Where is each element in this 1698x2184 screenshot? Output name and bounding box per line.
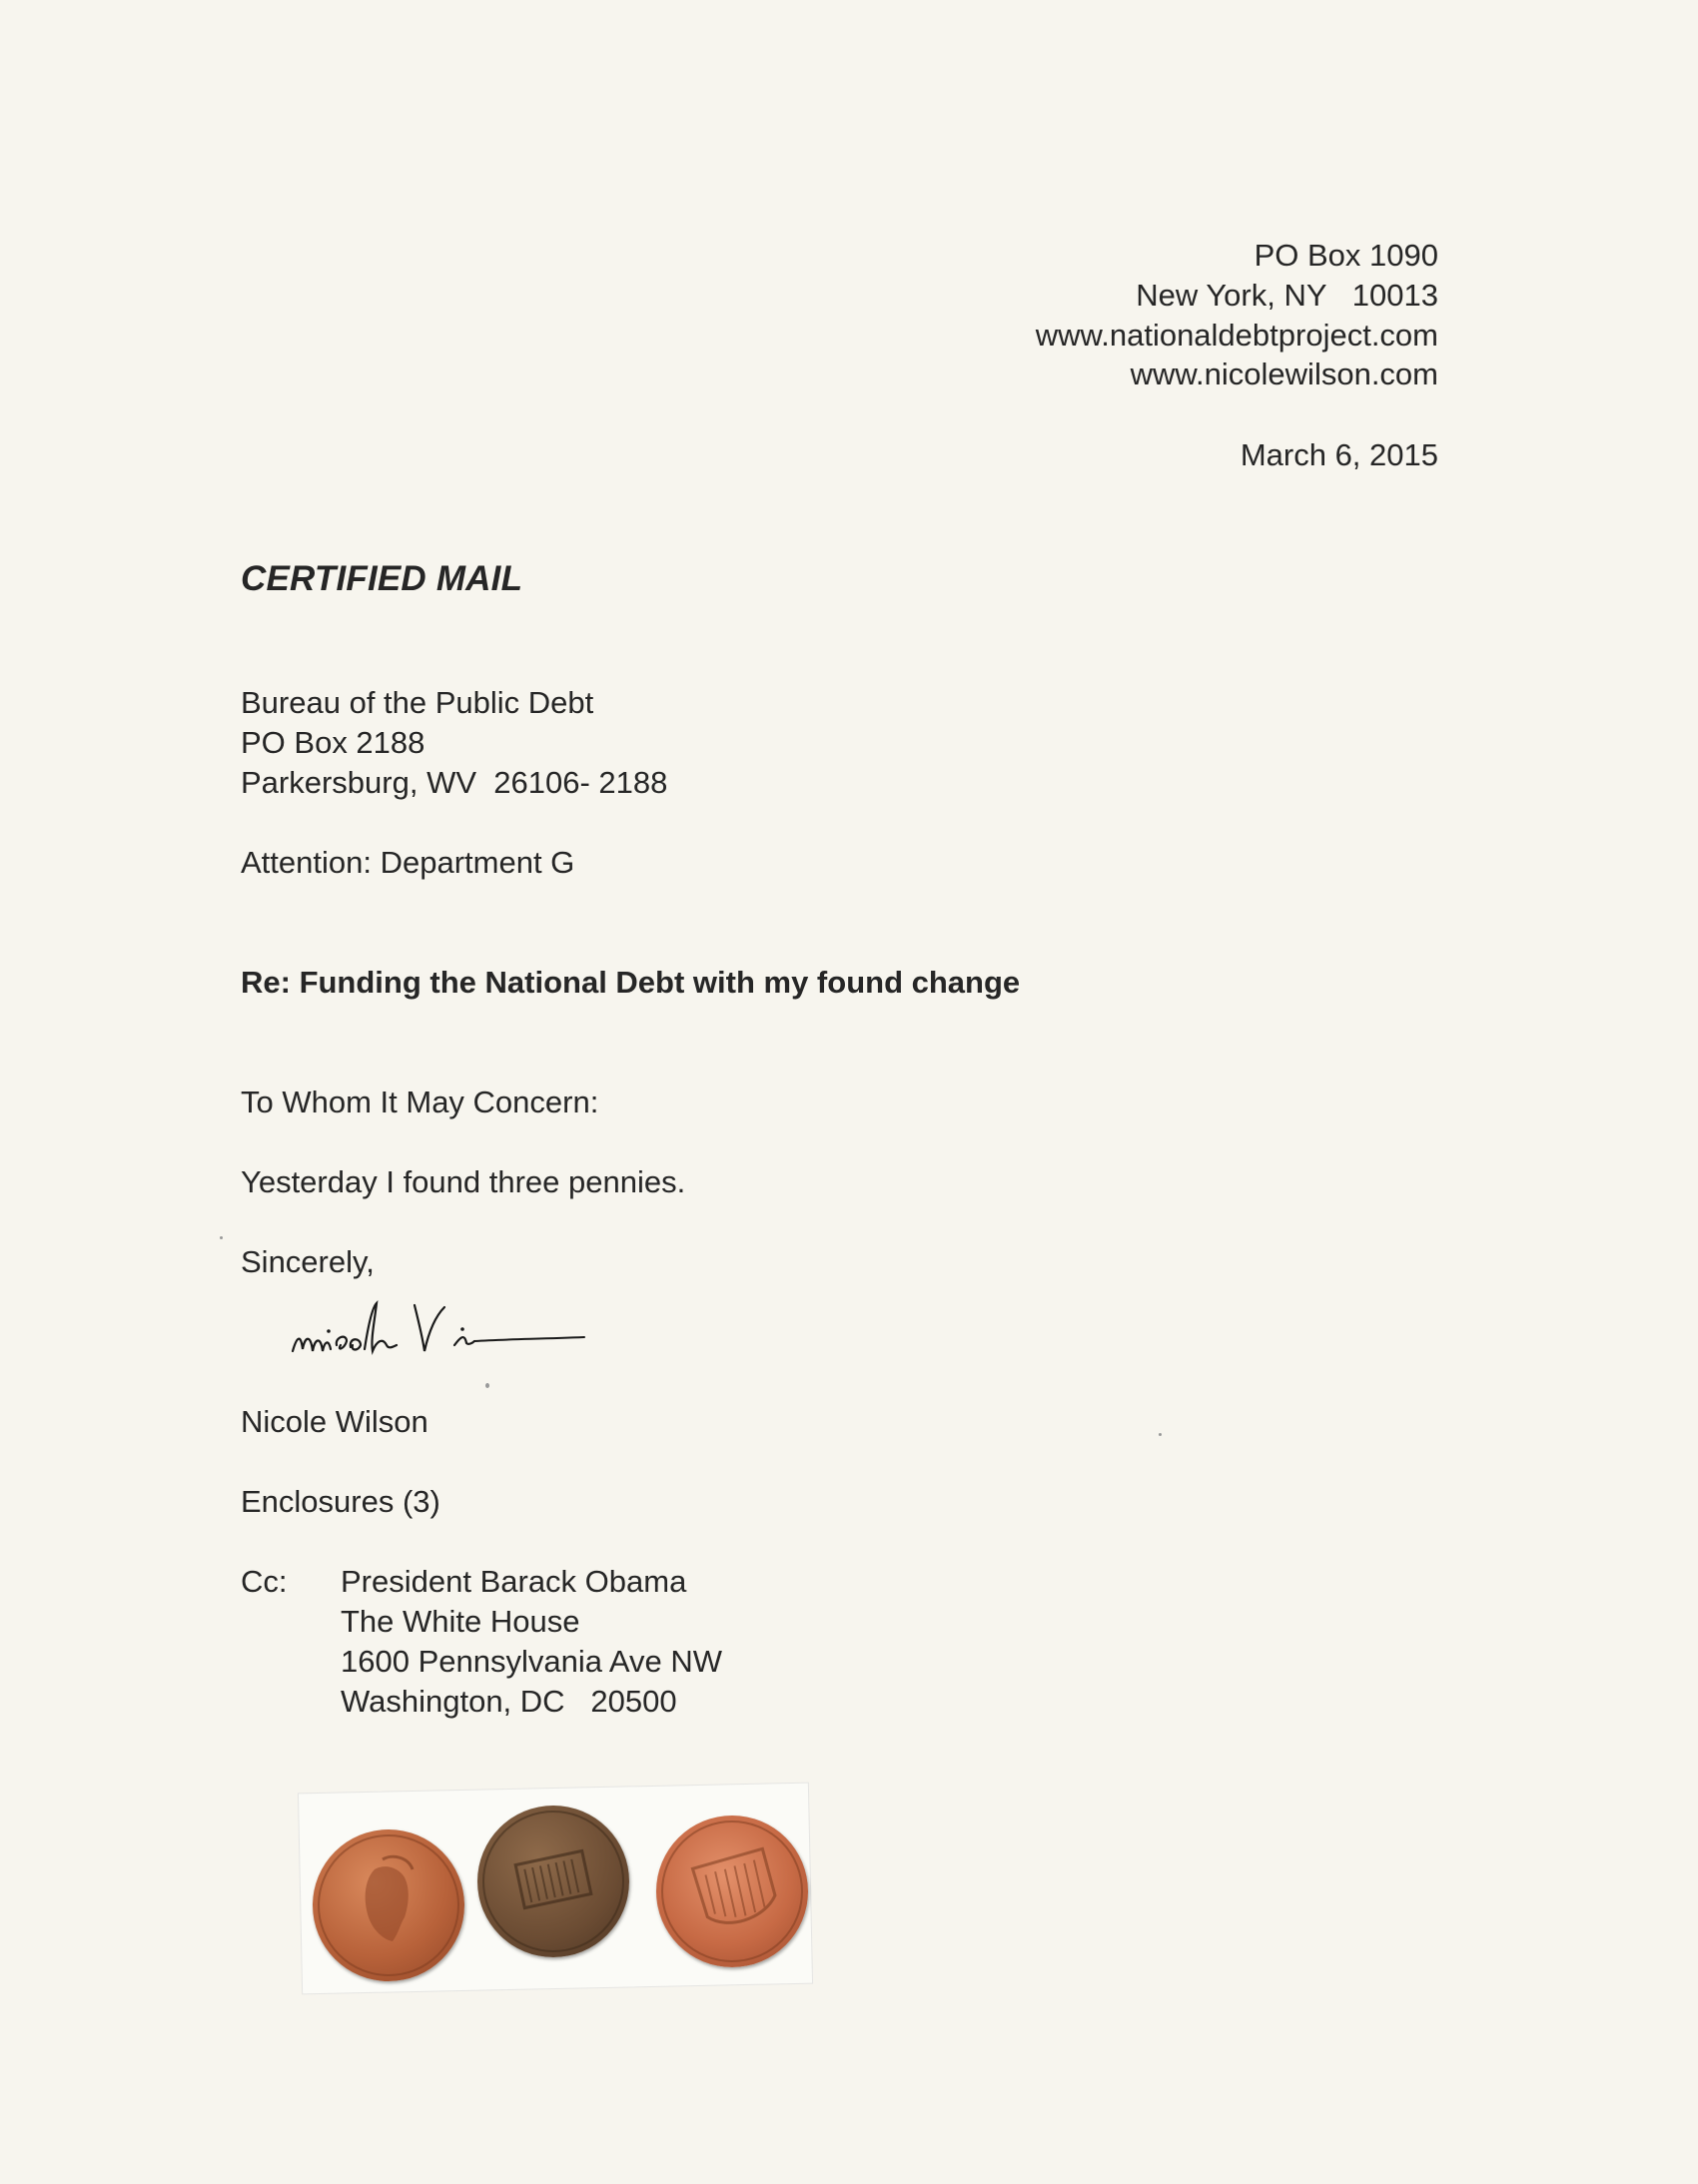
penny-tails-shield — [656, 1816, 808, 1967]
penny-heads — [313, 1829, 464, 1981]
salutation: To Whom It May Concern: — [241, 1085, 599, 1119]
cc-line-4: Washington, DC 20500 — [341, 1684, 677, 1719]
cc-line-2: The White House — [341, 1604, 580, 1639]
attention-line: Attention: Department G — [241, 845, 575, 880]
cc-label: Cc: — [241, 1564, 288, 1599]
sender-website-1: www.nationaldebtproject.com — [1035, 318, 1438, 353]
penny-tails-old — [477, 1806, 629, 1957]
letter-date: March 6, 2015 — [1240, 437, 1438, 472]
body-text: Yesterday I found three pennies. — [241, 1164, 686, 1199]
recipient-name: Bureau of the Public Debt — [241, 685, 594, 720]
paper-speck — [485, 1383, 489, 1388]
certified-mail-heading: CERTIFIED MAIL — [241, 559, 523, 598]
handwritten-signature — [285, 1293, 604, 1373]
cc-line-3: 1600 Pennsylvania Ave NW — [341, 1644, 722, 1679]
enclosures-line: Enclosures (3) — [241, 1484, 440, 1519]
signer-name: Nicole Wilson — [241, 1404, 428, 1439]
closing: Sincerely, — [241, 1244, 375, 1279]
sender-website-2: www.nicolewilson.com — [1130, 357, 1438, 391]
sender-city-line: New York, NY 10013 — [1136, 278, 1438, 313]
sender-po-box: PO Box 1090 — [1254, 238, 1438, 273]
recipient-po-box: PO Box 2188 — [241, 725, 425, 760]
recipient-city-line: Parkersburg, WV 26106- 2188 — [241, 765, 668, 800]
subject-line: Re: Funding the National Debt with my found change — [241, 965, 1021, 1000]
paper-speck — [1159, 1433, 1162, 1436]
paper-speck — [220, 1236, 223, 1239]
cc-line-1: President Barack Obama — [341, 1564, 687, 1599]
